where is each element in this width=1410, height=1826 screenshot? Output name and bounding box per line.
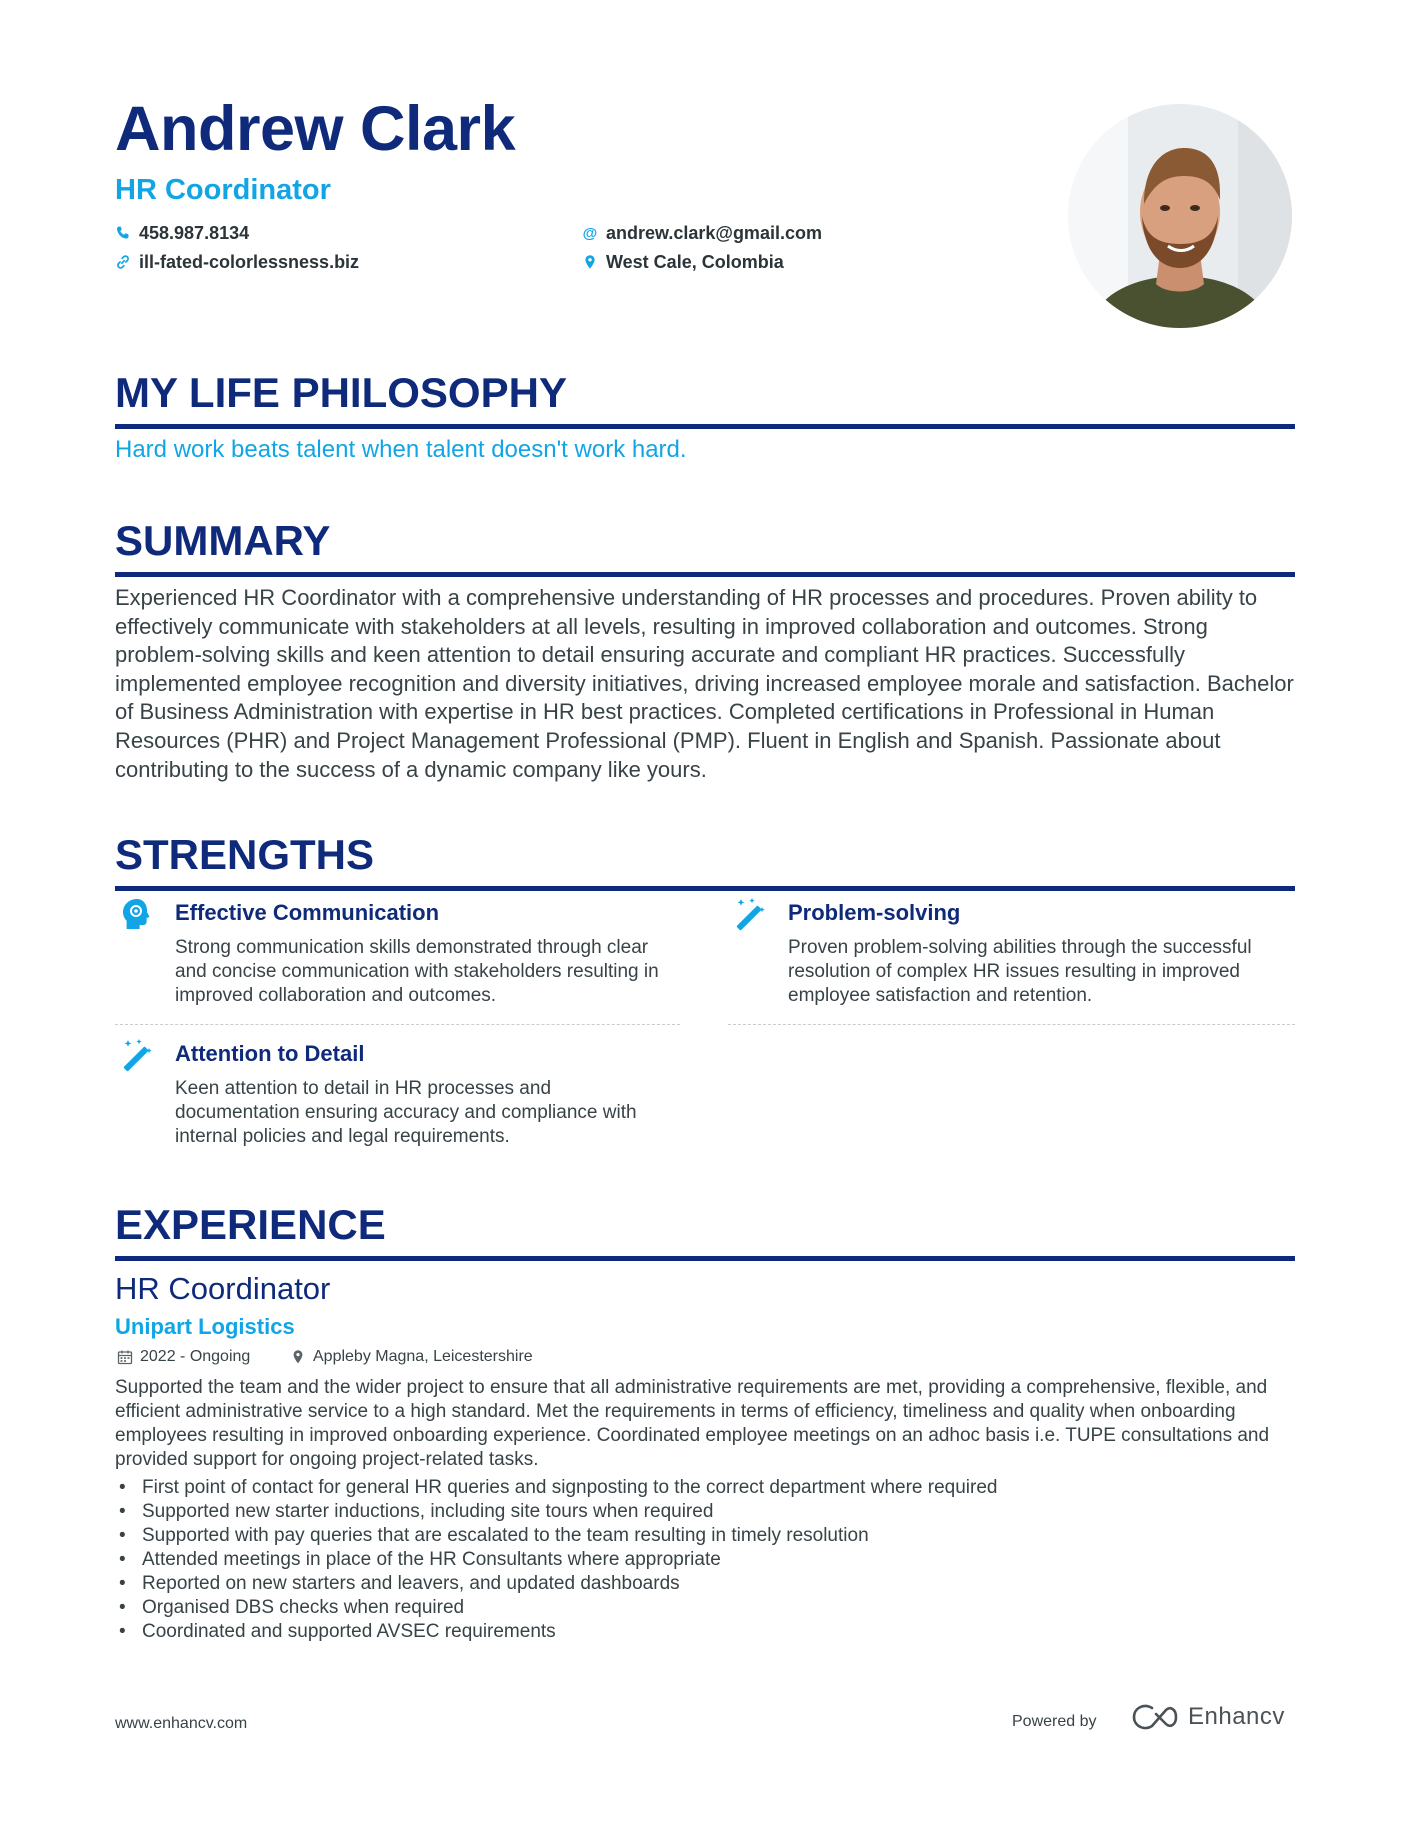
philosophy-text: Hard work beats talent when talent doesn't work hard. [115,436,687,463]
footer-website[interactable]: www.enhancv.com [115,1715,248,1732]
divider [728,1024,1295,1025]
philosophy-heading: MY LIFE PHILOSOPHY [115,372,1295,429]
job-description: Supported the team and the wider project to ensure that all administrative requirements are met, providing a comprehensive, flexible, and efficient administrative service to a high standard. Met the requirements in terms of efficiency, timeliness and quality when onboarding employees resulting in improved onboarding experience. Coordinated employee meetings on an adhoc basis i.e. TUPE consultations and provided support for ongoing project-related tasks. [115,1377,1270,1470]
enhancv-logo[interactable] [1132,1704,1285,1730]
strength-title: Problem-solving [788,900,961,925]
website-text[interactable]: ill-fated-colorlessness.biz [139,252,360,272]
phone-text: 458.987.8134 [139,223,250,243]
list-item: • Attended meetings in place of the HR Consultants where appropriate [115,1548,1295,1572]
head-icon [119,896,155,932]
svg-text:@: @ [582,225,598,241]
link-icon [115,254,131,270]
summary-heading: SUMMARY [115,520,1295,577]
list-item: • Supported with pay queries that are escalated to the team resulting in timely resolution [115,1524,1295,1548]
list-item: • Organised DBS checks when required [115,1596,1295,1620]
map-pin-icon [582,254,598,270]
contact-email[interactable] [582,224,822,242]
experience-heading: EXPERIENCE [115,1204,1295,1261]
calendar-icon [117,1349,133,1365]
strength-description: Proven problem-solving abilities through the successful resolution of complex HR issues resulting in improved employee satisfaction and retention. [788,937,1252,1006]
job-dates [117,1349,250,1365]
summary-text: Experienced HR Coordinator with a comprehensive understanding of HR processes and procedures. Proven ability to effectively communicate with stakeholders at all levels, resulting in improved collaboration and outcomes. Strong problem-solving skills and keen attention to detail ensuring accurate and compliant HR practices. Successfully implemented employee recognition and diversity initiatives, driving increased employee morale and satisfaction. Bachelor of Business Administration with expertise in HR best practices. Completed certifications in Professional in Human Resources (PHR) and Project Management Professional (PMP). Fluent in English and Spanish. Passionate about contributing to the success of a dynamic company like yours. [115,585,1294,782]
profile-photo-illustration [1068,104,1292,328]
divider [115,1024,680,1025]
candidate-name: Andrew Clark [115,94,516,164]
company-name: Unipart Logistics [115,1314,295,1339]
contact-phone [115,224,249,242]
map-pin-icon [290,1349,306,1365]
list-item: • Supported new starter inductions, including site tours when required [115,1500,1295,1524]
contact-website[interactable] [115,253,359,271]
enhancv-brand-text: Enhancv [1188,1703,1285,1730]
candidate-role: HR Coordinator [115,174,331,206]
list-item: • First point of contact for general HR queries and signposting to the correct department where required [115,1476,1295,1500]
contact-location [582,253,784,271]
phone-icon [115,225,131,241]
location-text: West Cale, Colombia [606,252,784,272]
strength-title: Attention to Detail [175,1041,365,1066]
email-text[interactable]: andrew.clark@gmail.com [606,223,822,243]
strength-item [115,1037,680,1157]
job-dates-text: 2022 - Ongoing [140,1348,251,1365]
magic-wand-icon [119,1037,155,1073]
list-item: • Coordinated and supported AVSEC requirements [115,1620,1295,1644]
resume-page [115,0,1295,1826]
strength-item [728,896,1293,1016]
magic-wand-icon [732,896,768,932]
profile-photo [1068,104,1292,328]
job-location-text: Appleby Magna, Leicestershire [313,1348,533,1365]
at-icon [582,225,598,241]
strength-title: Effective Communication [175,900,440,925]
powered-by-label: Powered by [1012,1713,1097,1730]
enhancv-logo-icon [1132,1704,1178,1730]
list-item: • Reported on new starters and leavers, and updated dashboards [115,1572,1295,1596]
job-title: HR Coordinator [115,1271,331,1306]
strength-description: Strong communication skills demonstrated through clear and concise communication with stakeholders resulting in improved collaboration and outcomes. [175,937,659,1006]
strengths-heading: STRENGTHS [115,834,1295,891]
job-location [290,1349,533,1365]
strength-item [115,896,680,1016]
job-bullets [115,1476,1295,1644]
strength-description: Keen attention to detail in HR processes and documentation ensuring accuracy and compliance with internal policies and legal requirements. [175,1078,637,1147]
